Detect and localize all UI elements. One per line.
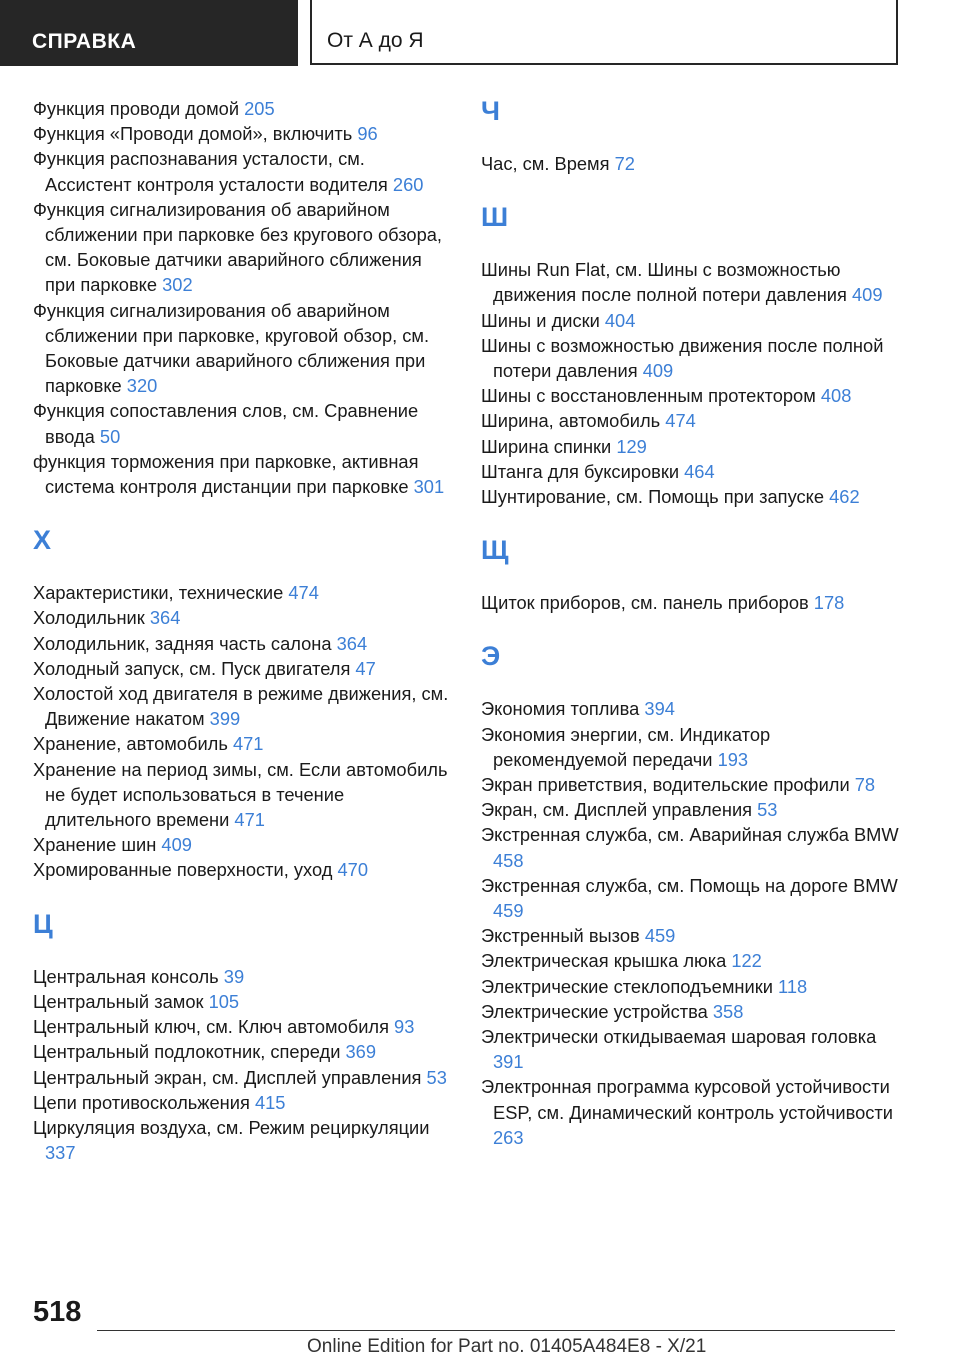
entry-text: Функция сигнализирования об аварийном сближении при парковке без кругового обзора, см. Боковые датчики аварийного сближения при парковке xyxy=(33,198,442,296)
index-entry xyxy=(481,1024,901,1074)
entry-text: Функция проводи домой xyxy=(33,98,245,119)
index-entry xyxy=(481,408,901,433)
entry-text: Экономия топлива xyxy=(481,698,645,720)
entry-text: Холодный запуск, см. Пуск двигателя xyxy=(33,657,356,679)
entry-text: Экстренная служба, см. Помощь на дороге BMW xyxy=(481,874,898,896)
page-link[interactable]: 39 xyxy=(223,965,245,987)
index-entry xyxy=(481,434,901,459)
index-entry xyxy=(33,631,451,656)
index-entry xyxy=(33,1014,451,1039)
index-entry xyxy=(481,772,901,797)
index-entry xyxy=(33,857,451,882)
page-link[interactable]: 464 xyxy=(684,460,715,482)
page-link[interactable]: 471 xyxy=(234,809,265,831)
index-column-right xyxy=(481,96,901,1150)
page-link[interactable]: 471 xyxy=(232,733,264,755)
page-link[interactable]: 47 xyxy=(355,657,376,679)
page-link[interactable]: 474 xyxy=(288,582,319,604)
index-entry xyxy=(481,257,901,307)
index-entry xyxy=(33,580,451,605)
index-entry xyxy=(481,696,901,721)
entry-text: Холодильник, задняя часть салона xyxy=(33,632,337,654)
entry-text: Штанга для буксировки xyxy=(481,460,685,482)
index-entry xyxy=(481,948,901,973)
entry-text: Электрические стеклоподъемники xyxy=(481,975,779,997)
page-link[interactable]: 320 xyxy=(126,375,158,397)
section-tab xyxy=(0,0,298,66)
entry-text: Электрические устройства xyxy=(481,1000,713,1022)
index-entry xyxy=(33,1065,451,1090)
index-entry xyxy=(33,121,451,146)
section-letter: Э xyxy=(481,641,501,672)
entry-text: Шины и диски xyxy=(481,309,605,331)
section-title: СПРАВКА xyxy=(32,30,137,53)
index-entry xyxy=(33,832,451,857)
entry-text: Холостой ход двигателя в режиме движения, см. Движение накатом xyxy=(33,683,449,730)
page-link[interactable]: 458 xyxy=(493,849,524,871)
entry-text: Час, см. Время xyxy=(481,153,615,174)
page-link[interactable]: 193 xyxy=(717,748,749,770)
page-link[interactable]: 301 xyxy=(413,476,445,498)
entry-text: Цепи противоскольжения xyxy=(33,1091,255,1113)
index-entry xyxy=(33,96,451,121)
page-link[interactable]: 96 xyxy=(357,123,378,145)
index-entry xyxy=(33,681,451,731)
page-link[interactable]: 409 xyxy=(161,834,192,856)
index-entry xyxy=(33,656,451,681)
entry-text: Экономия энергии, см. Индикатор рекомендуемой передачи xyxy=(481,723,771,770)
section-gap xyxy=(481,615,901,641)
entry-text: Шины с восстановленным протектором xyxy=(481,385,821,407)
page-link[interactable]: 122 xyxy=(731,950,762,972)
page-link[interactable]: 394 xyxy=(644,698,675,720)
footer-divider xyxy=(97,1330,895,1331)
entry-text: Экстренная служба, см. Аварийная служба BMW xyxy=(481,824,899,846)
page-link[interactable]: 93 xyxy=(394,1016,415,1038)
page-link[interactable]: 409 xyxy=(642,360,674,382)
index-entry xyxy=(33,1090,451,1115)
entry-text: Функция сопоставления слов, см. Сравнение ввода xyxy=(33,400,419,447)
entry-text: Ширина, автомобиль xyxy=(481,410,666,432)
section-letter: Ч xyxy=(481,96,500,126)
index-entry xyxy=(481,822,901,872)
index-entry xyxy=(481,1074,901,1150)
page-link[interactable]: 462 xyxy=(829,486,860,508)
entry-text: функция торможения при парковке, активная система контроля дистанции при парковке xyxy=(33,450,419,498)
page-link[interactable]: 415 xyxy=(254,1091,286,1113)
page-link[interactable]: 470 xyxy=(337,859,368,881)
page-link[interactable]: 459 xyxy=(644,925,676,947)
entry-text: Шины с возможностью движения после полной потери давления xyxy=(481,334,884,382)
entry-text: Электрически откидываемая шаровая головка xyxy=(481,1026,877,1048)
entry-text: Хранение на период зимы, см. Если автомобиль не будет использоваться в течение длительного времени xyxy=(33,758,448,831)
index-entry xyxy=(481,923,901,948)
page-number: 518 xyxy=(33,1296,82,1328)
entry-text: Функция распознавания усталости, см. Ассистент контроля усталости водителя xyxy=(33,148,393,195)
entry-text: Щиток приборов, см. панель приборов xyxy=(481,592,814,614)
index-entry xyxy=(481,459,901,484)
entry-text: Электрическая крышка люка xyxy=(481,950,732,972)
index-entry xyxy=(481,873,901,923)
entry-text: Центральный ключ, см. Ключ автомобиля xyxy=(33,1016,395,1038)
index-entry xyxy=(33,1039,451,1064)
entry-text: Шины Run Flat, см. Шины с возможностью движения после полной потери давления xyxy=(481,259,852,306)
entry-text: Характеристики, технические xyxy=(33,582,289,604)
entry-text: Хромированные поверхности, уход xyxy=(33,859,338,881)
index-entry xyxy=(33,398,451,448)
page-link[interactable]: 260 xyxy=(392,173,424,195)
index-entry xyxy=(481,308,901,333)
page-link[interactable]: 399 xyxy=(209,708,241,730)
entry-text: Ширина спинки xyxy=(481,435,617,457)
page-link[interactable]: 105 xyxy=(208,990,240,1012)
page-link[interactable]: 78 xyxy=(854,774,876,796)
index-entry xyxy=(481,797,901,822)
page-link[interactable]: 178 xyxy=(813,592,845,614)
page-link[interactable]: 404 xyxy=(604,309,636,331)
page-link[interactable]: 337 xyxy=(45,1142,76,1164)
index-entry xyxy=(481,974,901,999)
entry-text: Центральный экран, см. Дисплей управления xyxy=(33,1066,427,1088)
page-link[interactable]: 409 xyxy=(851,284,883,306)
entry-text: Циркуляция воздуха, см. Режим рециркуляции xyxy=(33,1116,430,1138)
page-link[interactable]: 474 xyxy=(665,410,696,432)
page-link[interactable]: 72 xyxy=(614,153,635,174)
index-entry xyxy=(33,964,451,989)
index-entry xyxy=(481,151,901,176)
page-link[interactable]: 369 xyxy=(345,1041,377,1063)
section-gap xyxy=(481,176,901,202)
section-letter: Ц xyxy=(33,908,53,939)
chapter-title: От А до Я xyxy=(327,29,424,52)
index-entry xyxy=(481,484,901,509)
page-link[interactable]: 302 xyxy=(162,274,193,296)
entry-text: Экстренный вызов xyxy=(481,925,645,947)
page-link[interactable]: 53 xyxy=(426,1066,447,1088)
index-entry xyxy=(481,590,901,615)
page-link[interactable]: 118 xyxy=(778,975,808,997)
entry-text: Хранение, автомобиль xyxy=(33,733,233,755)
entry-text: Холодильник xyxy=(33,607,150,629)
section-gap xyxy=(481,509,901,535)
index-entry xyxy=(33,197,451,298)
page-link[interactable]: 459 xyxy=(493,900,524,922)
entry-text: Экран, см. Дисплей управления xyxy=(481,799,758,821)
index-column-left xyxy=(33,96,451,1165)
entry-text: Функция «Проводи домой», включить xyxy=(33,123,358,145)
section-letter: Х xyxy=(33,525,52,556)
entry-text: Электронная программа курсовой устойчивости ESP, см. Динамический контроль устойчивости xyxy=(481,1076,894,1123)
page-link[interactable]: 263 xyxy=(493,1126,524,1148)
index-entry xyxy=(33,757,451,833)
section-gap xyxy=(33,883,451,909)
index-entry xyxy=(33,146,451,196)
entry-text: Центральный подлокотник, спереди xyxy=(33,1041,346,1063)
entry-text: Шунтирование, см. Помощь при запуске xyxy=(481,486,830,508)
edition-footer: Online Edition for Part no. 01405A484E8 - X/21 xyxy=(307,1336,707,1357)
page-link[interactable]: 364 xyxy=(336,632,368,654)
page-link[interactable]: 364 xyxy=(149,607,181,629)
section-letter: Щ xyxy=(481,535,509,566)
index-entry xyxy=(33,1115,451,1165)
index-entry xyxy=(481,722,901,772)
index-entry xyxy=(33,605,451,630)
index-entry xyxy=(481,999,901,1024)
page-link[interactable]: 358 xyxy=(712,1000,744,1022)
entry-text: Центральная консоль xyxy=(33,965,224,987)
page-link[interactable]: 50 xyxy=(99,425,121,447)
page-link[interactable]: 129 xyxy=(616,435,647,457)
page-link[interactable]: 205 xyxy=(244,98,275,119)
entry-text: Функция сигнализирования об аварийном сближении при парковке, круговой обзор, см. Боковые датчики аварийного сближения при парковке xyxy=(33,299,430,397)
entry-text: Хранение шин xyxy=(33,834,162,856)
entry-text: Центральный замок xyxy=(33,990,209,1012)
page-link[interactable]: 408 xyxy=(820,385,852,407)
page-link[interactable]: 53 xyxy=(757,799,778,821)
index-entry xyxy=(33,731,451,756)
chapter-tab xyxy=(310,0,898,65)
section-gap xyxy=(33,499,451,525)
index-entry xyxy=(33,989,451,1014)
entry-text: Экран приветствия, водительские профили xyxy=(481,774,855,796)
index-entry xyxy=(481,333,901,383)
section-letter: Ш xyxy=(481,202,509,233)
page-link[interactable]: 391 xyxy=(493,1051,524,1073)
index-entry xyxy=(33,298,451,399)
index-entry xyxy=(33,449,451,499)
index-entry xyxy=(481,383,901,408)
